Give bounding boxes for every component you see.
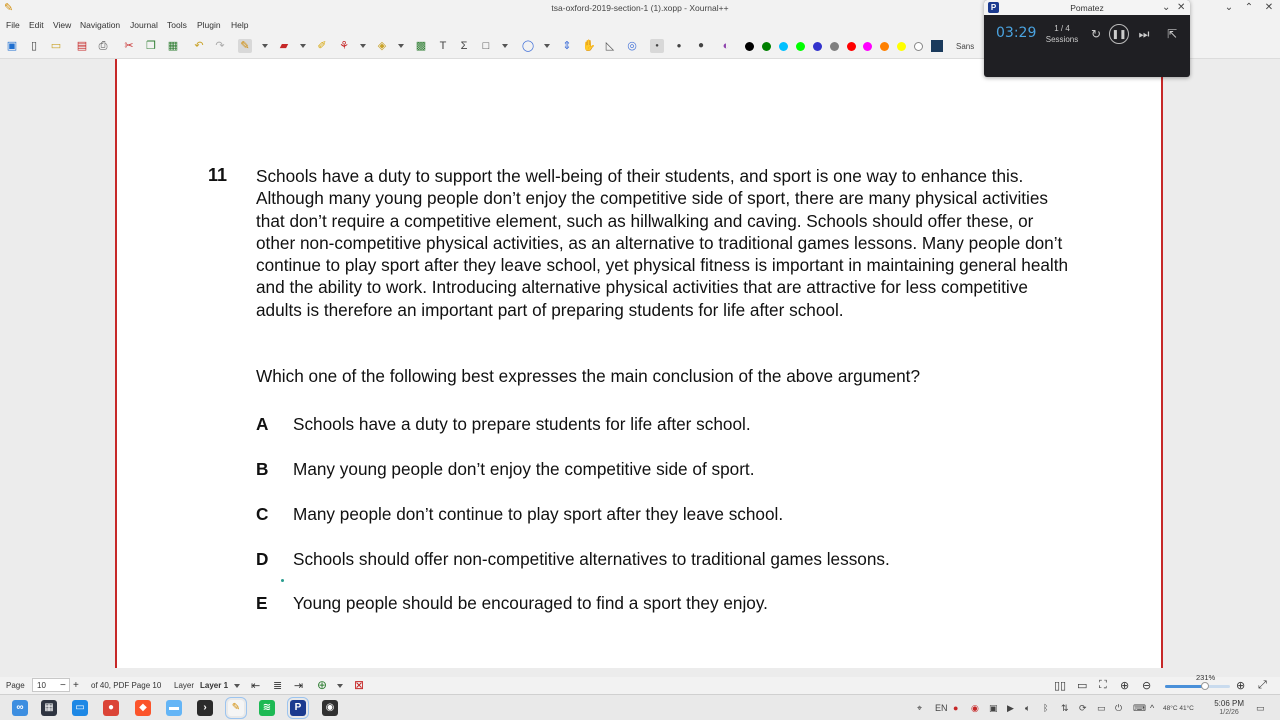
power-tray-icon[interactable]: ⏻ (1115, 703, 1123, 713)
first-layer-icon[interactable]: ⇤ (251, 680, 261, 692)
language-indicator[interactable]: EN (935, 703, 948, 713)
select-dropdown-icon[interactable] (360, 44, 366, 48)
bluetooth-icon[interactable]: ᛒ (1043, 703, 1049, 713)
brave-icon[interactable]: ◆ (135, 700, 151, 716)
window-title: tsa-oxford-2019-section-1 (1).xopp - Xournal++ (551, 3, 729, 13)
pomatez-logo-icon: P (988, 2, 999, 13)
taskbar (0, 694, 1280, 720)
option-c-text: Many people don’t continue to play sport after they leave school. (293, 504, 784, 524)
zoom-fit-icon[interactable]: ⛶ (1099, 679, 1107, 691)
clock-date: 1/2/26 (1219, 709, 1239, 716)
copy-icon[interactable]: ❐ (146, 40, 156, 52)
color-swatch-black[interactable] (745, 42, 754, 51)
option-a-letter: A (256, 414, 269, 434)
weather-widget[interactable]: 48°C 41°C (1163, 705, 1194, 712)
open-icon[interactable]: ▭ (50, 40, 62, 52)
border-icon[interactable]: □ (482, 40, 490, 52)
color-swatch-gray[interactable] (830, 42, 839, 51)
color-swatch-green[interactable] (762, 42, 771, 51)
layer-label: Layer (174, 681, 195, 690)
record-tray-icon[interactable]: ● (953, 703, 959, 713)
media-tray-icon[interactable]: ▶ (1007, 703, 1014, 713)
volume-icon[interactable]: 🔈︎ (1025, 703, 1031, 713)
option-d-letter: D (256, 549, 269, 569)
menu-view[interactable]: View (53, 20, 72, 30)
delete-layer-icon[interactable]: ⊠ (354, 678, 365, 692)
color-swatch-orange[interactable] (880, 42, 889, 51)
option-e-text: Young people should be encouraged to find a sport they enjoy. (293, 593, 768, 613)
page-info: of 40, PDF Page 10 (91, 681, 162, 690)
color-swatch-lightblue[interactable] (779, 42, 788, 51)
pomatez-sessions (1040, 23, 1084, 45)
battery-icon[interactable]: ▭ (1097, 703, 1106, 713)
eraser-dropdown-icon[interactable] (300, 44, 306, 48)
document-page[interactable] (115, 59, 1163, 668)
layer-stack-icon[interactable]: ≣ (273, 680, 283, 692)
presentation-icon[interactable]: ▭ (1077, 680, 1088, 692)
document-canvas[interactable] (0, 59, 1280, 668)
pause-icon[interactable]: ❚❚ (1109, 24, 1129, 44)
export-pdf-icon[interactable]: ▤ (76, 40, 88, 52)
xournal-icon[interactable]: ✎ (228, 700, 244, 716)
minimize-icon[interactable]: ⌄ (1224, 2, 1234, 13)
option-c-letter: C (256, 504, 269, 524)
menu-journal[interactable]: Journal (130, 20, 158, 30)
dot-thick-icon[interactable]: ● (697, 40, 705, 51)
eraser-icon[interactable]: ▰ (279, 40, 289, 52)
pomatez-icon[interactable]: P (290, 700, 306, 716)
last-layer-icon[interactable]: ⇥ (294, 680, 304, 692)
pomatez-session-label: Sessions (1045, 35, 1079, 44)
cut-icon[interactable]: ✂ (124, 40, 134, 52)
zoom-in-icon[interactable]: ⊕ (1120, 680, 1130, 692)
pomatez-timer: 03:29 (996, 25, 1037, 41)
zoom-level: 231% (1196, 673, 1216, 682)
question-paragraph: Schools have a duty to support the well-being of their students, and sport is one way to enhance this. Although many young people don’t enjoy the competitive side of sport, there are many physical activities that don’t require a competitive element, such as hillwalking and caving. Schools should offer these, or other non-competitive physical activities, as an alternative to traditional games lessons. Many people don’t continue to play sport after they leave school, yet physical fitness is important in maintaining general health and the ability to work. Introducing alternative physical activities that are attractive for less competitive adults is therefore an important part of preparing students for life after school. (256, 166, 1069, 320)
dual-page-icon[interactable]: ▯▯ (1054, 680, 1067, 692)
text-icon[interactable]: T (439, 40, 447, 52)
vertical-space-icon[interactable]: ⇕ (562, 40, 572, 52)
expand-tray-icon[interactable]: ^ (1150, 703, 1155, 713)
color-swatch-yellow[interactable] (897, 42, 906, 51)
pomatez-titlebar[interactable] (984, 0, 1190, 15)
chrome-icon[interactable]: ● (103, 700, 119, 716)
screen-record-icon[interactable]: ◉ (971, 703, 979, 713)
cursor-tray-icon[interactable]: ⌖ (917, 703, 923, 713)
sync-tray-icon[interactable]: ⟳ (1079, 703, 1087, 713)
start-menu-icon[interactable]: ∞ (12, 700, 28, 716)
skip-icon[interactable]: ⏭ (1138, 27, 1150, 41)
menu-file[interactable]: File (6, 20, 20, 30)
color-swatch-lightgreen[interactable] (796, 42, 805, 51)
shapes-icon[interactable]: ◈ (377, 40, 387, 52)
color-swatch-blue[interactable] (813, 42, 822, 51)
dot-fine-icon[interactable]: ● (650, 39, 664, 53)
color-picker-icon[interactable]: ◐ (722, 40, 730, 52)
menu-plugin[interactable]: Plugin (197, 20, 221, 30)
spotify-icon[interactable]: ≋ (259, 700, 275, 716)
zoom-in-plus-icon[interactable]: ⊕ (1236, 680, 1246, 692)
option-b-text: Many young people don’t enjoy the competitive side of sport. (293, 459, 755, 479)
color-swatch-white[interactable] (914, 42, 923, 51)
question-number: 11 (208, 165, 228, 185)
clipboard-tray-icon[interactable]: ▣ (989, 703, 998, 713)
question-prompt: Which one of the following best expresses the main conclusion of the above argument? (256, 366, 921, 386)
maximize-icon[interactable]: ⌃ (1244, 2, 1254, 13)
close-icon[interactable]: ✕ (1264, 2, 1274, 13)
paste-icon[interactable]: ▦ (167, 40, 179, 52)
color-swatch-custom[interactable] (931, 40, 943, 52)
option-d-text: Schools should offer non-competitive alternatives to traditional games lessons. (293, 549, 890, 569)
keyboard-tray-icon[interactable]: ⌨ (1133, 703, 1146, 713)
zoom-out-icon[interactable]: ⊖ (1142, 680, 1152, 692)
expand-icon[interactable]: ⇱ (1166, 27, 1178, 41)
menu-edit[interactable]: Edit (29, 20, 44, 30)
zoom-slider-fill (1165, 685, 1205, 688)
option-b-letter: B (256, 459, 269, 479)
select-icon[interactable]: ⚘ (339, 40, 349, 52)
obs-icon[interactable]: ◉ (322, 700, 338, 716)
network-icon[interactable]: ⇅ (1061, 703, 1069, 713)
page-increment-button[interactable]: + (73, 680, 79, 691)
shapes-dropdown-icon[interactable] (398, 44, 404, 48)
menu-navigation[interactable]: Navigation (80, 20, 121, 30)
show-desktop-icon[interactable]: ▭ (1256, 703, 1265, 713)
option-a-text: Schools have a duty to prepare students for life after school. (293, 414, 751, 434)
pomatez-close-icon[interactable]: ✕ (1177, 2, 1186, 13)
color-swatch-magenta[interactable] (863, 42, 872, 51)
color-swatch-red[interactable] (847, 42, 856, 51)
new-layer-dropdown-icon[interactable] (337, 684, 343, 688)
save-icon[interactable]: ▣ (6, 40, 18, 52)
menu-tools[interactable]: Tools (167, 20, 187, 30)
system-monitor-icon[interactable]: ▦ (41, 700, 57, 716)
new-layer-icon[interactable]: ⊕ (317, 678, 328, 692)
print-icon[interactable]: ⎙ (98, 40, 108, 52)
formula-icon[interactable]: Σ (460, 40, 468, 52)
option-e-letter: E (256, 593, 268, 613)
fullscreen-icon[interactable]: ⤢ (1258, 679, 1267, 691)
lasso-icon[interactable]: ◯ (521, 40, 535, 52)
page-decrement-button[interactable]: − (60, 680, 66, 691)
layer-select[interactable]: Layer 1 (200, 681, 229, 690)
new-page-icon[interactable]: ▯ (30, 40, 38, 52)
menu-help[interactable]: Help (231, 20, 249, 30)
font-selector[interactable]: Sans (956, 42, 975, 51)
pomatez-widget (984, 0, 1190, 77)
terminal-icon[interactable]: › (197, 700, 213, 716)
zoom-slider[interactable] (1165, 685, 1230, 688)
border-dropdown-icon[interactable] (502, 44, 508, 48)
file-manager-icon[interactable]: ▭ (72, 700, 88, 716)
pen-icon[interactable]: ✎ (238, 39, 252, 53)
image-icon[interactable]: ▩ (415, 40, 427, 52)
status-bar (0, 673, 1280, 694)
layer-dropdown-icon[interactable] (234, 684, 240, 688)
clock-time: 5:06 PM (1214, 699, 1244, 708)
zoom-slider-handle[interactable] (1201, 682, 1209, 690)
reset-icon[interactable]: ↻ (1090, 27, 1102, 41)
redo-icon[interactable]: ↷ (215, 40, 225, 52)
xournal-app-icon: ✎ (4, 2, 14, 14)
folder-icon[interactable]: ▬ (166, 700, 182, 716)
clock[interactable] (1214, 699, 1244, 717)
pomatez-session-count: 1 / 4 (1054, 24, 1070, 33)
lasso-dropdown-icon[interactable] (544, 44, 550, 48)
highlighter-icon[interactable]: ✐ (317, 40, 327, 52)
dot-medium-icon[interactable]: ● (676, 41, 682, 50)
setsquare-icon[interactable]: ◺ (605, 40, 615, 52)
undo-icon[interactable]: ↶ (194, 40, 204, 52)
hand-icon[interactable]: ✋ (582, 40, 596, 52)
compass-icon[interactable]: ◎ (627, 40, 637, 52)
pomatez-collapse-icon[interactable]: ⌄ (1162, 2, 1171, 13)
pomatez-title: Pomatez (1070, 3, 1104, 13)
pen-cursor (281, 579, 284, 582)
pen-dropdown-icon[interactable] (262, 44, 268, 48)
page-label: Page (6, 681, 25, 690)
